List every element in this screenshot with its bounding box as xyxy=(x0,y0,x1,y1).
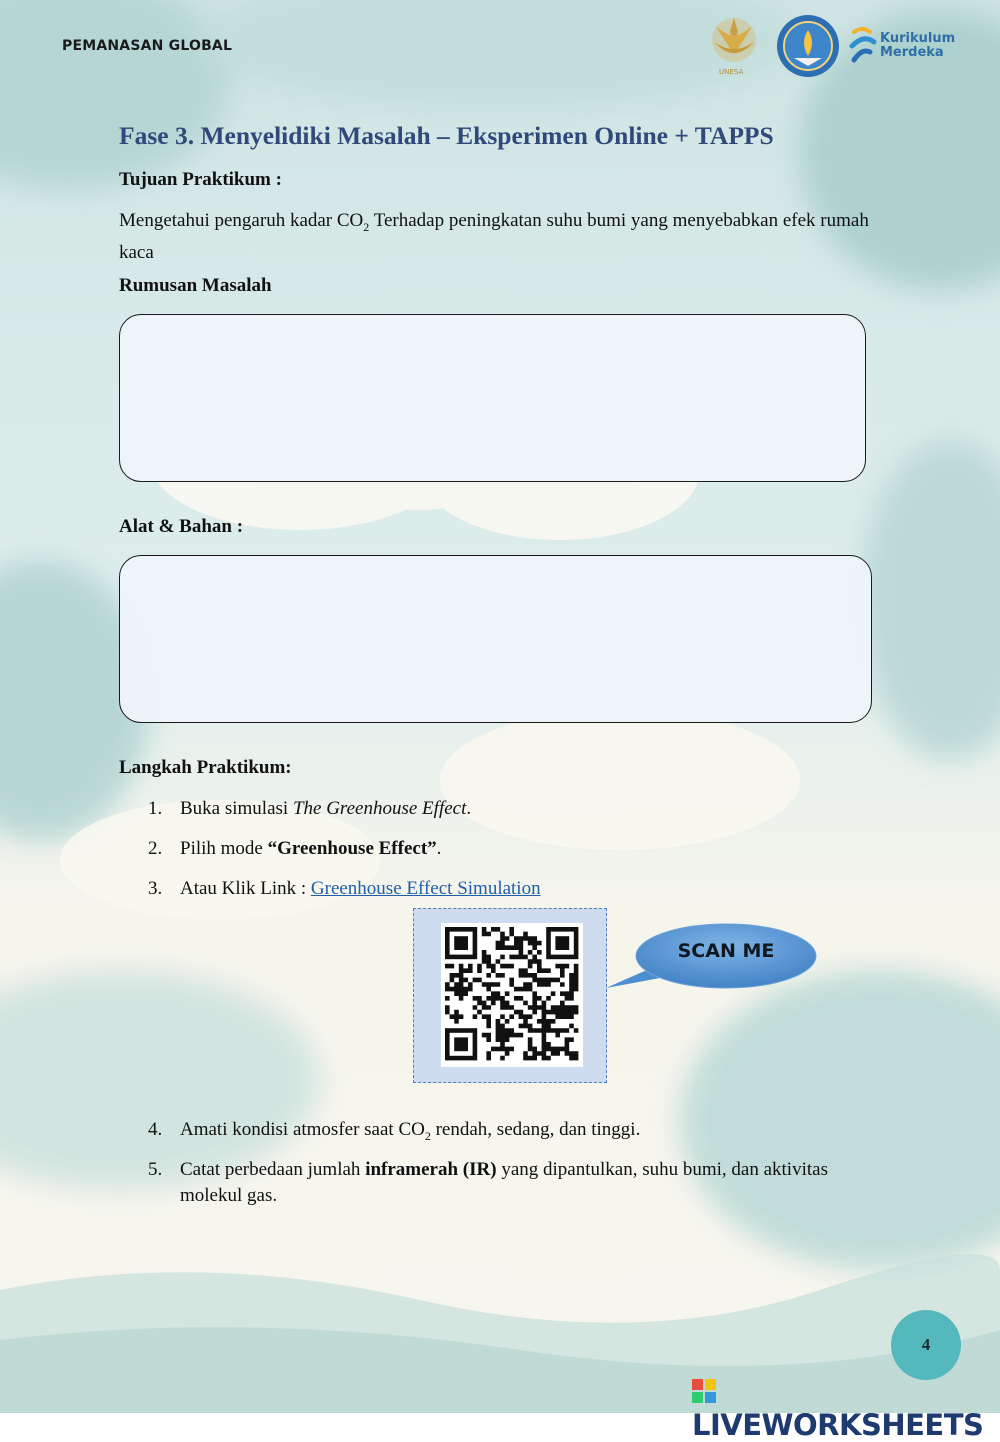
header-title: PEMANASAN GLOBAL xyxy=(62,38,233,54)
step-text-end: . xyxy=(436,838,442,859)
tut-wuri-handayani-logo xyxy=(777,15,839,77)
step-text: Amati kondisi atmosfer saat CO xyxy=(180,1119,425,1140)
step-subscript: 2 xyxy=(424,1128,431,1143)
step-text: Pilih mode xyxy=(180,838,268,859)
tujuan-label: Tujuan Praktikum : xyxy=(119,169,282,190)
step-number: 4. xyxy=(148,1119,163,1140)
langkah-label: Langkah Praktikum: xyxy=(119,757,292,778)
unesa-caption: UNESA xyxy=(719,68,744,76)
list-item xyxy=(148,836,888,862)
list-item xyxy=(148,876,888,902)
logo-group xyxy=(704,12,954,82)
step-number: 2. xyxy=(148,838,163,859)
kurikulum-merdeka-logo xyxy=(852,29,874,60)
liveworksheets-icon xyxy=(692,1379,716,1403)
qr-frame xyxy=(413,908,607,1083)
list-item xyxy=(148,796,888,822)
list-item xyxy=(148,1117,888,1149)
tujuan-subscript: 2 xyxy=(363,219,370,234)
step-text-end: rendah, sedang, dan tinggi. xyxy=(430,1119,641,1140)
step-text: Catat perbedaan jumlah xyxy=(180,1159,366,1180)
step-text: Atau Klik Link : xyxy=(180,878,311,899)
scan-me-bubble xyxy=(598,922,820,996)
kurikulum-line1: Kurikulum xyxy=(880,31,956,46)
alat-answer-box[interactable] xyxy=(119,555,872,723)
tujuan-text xyxy=(119,208,879,266)
liveworksheets-brand xyxy=(692,1374,1000,1442)
qr-code-graphic xyxy=(441,923,583,1067)
scan-me-label: SCAN ME xyxy=(677,940,775,962)
unesa-logo xyxy=(712,18,756,62)
step-bold: inframerah (IR) xyxy=(365,1159,497,1180)
simulation-link[interactable]: Greenhouse Effect Simulation xyxy=(310,878,541,899)
kurikulum-line2: Merdeka xyxy=(880,45,944,60)
step-bold: “Greenhouse Effect” xyxy=(267,838,437,859)
brand-text: LIVEWORKSHEETS xyxy=(692,1408,984,1442)
alat-label: Alat & Bahan : xyxy=(119,516,244,537)
qr-code[interactable] xyxy=(441,923,583,1067)
step-number: 1. xyxy=(148,798,163,819)
kurikulum-merdeka-text xyxy=(880,32,955,60)
tujuan-text-before: Mengetahui pengaruh kadar CO xyxy=(119,210,364,231)
step-text-end: yang dipantulkan, suhu bumi, dan aktivitas molekul gas. xyxy=(180,1159,828,1206)
section-title: Fase 3. Menyelidiki Masalah – Eksperimen Online + TAPPS xyxy=(119,121,774,150)
page-number: 4 xyxy=(891,1310,961,1380)
step-text: Buka simulasi xyxy=(180,798,293,819)
step-italic: The Greenhouse Effect xyxy=(292,798,467,819)
step-number: 3. xyxy=(148,878,163,899)
rumusan-answer-box[interactable] xyxy=(119,314,866,482)
rumusan-label: Rumusan Masalah xyxy=(119,275,272,296)
step-text-end: . xyxy=(466,798,472,819)
step-number: 5. xyxy=(148,1159,163,1180)
list-item xyxy=(148,1157,888,1209)
tujuan-text-after: Terhadap peningkatan suhu bumi yang menyebabkan efek rumah kaca xyxy=(119,210,869,263)
